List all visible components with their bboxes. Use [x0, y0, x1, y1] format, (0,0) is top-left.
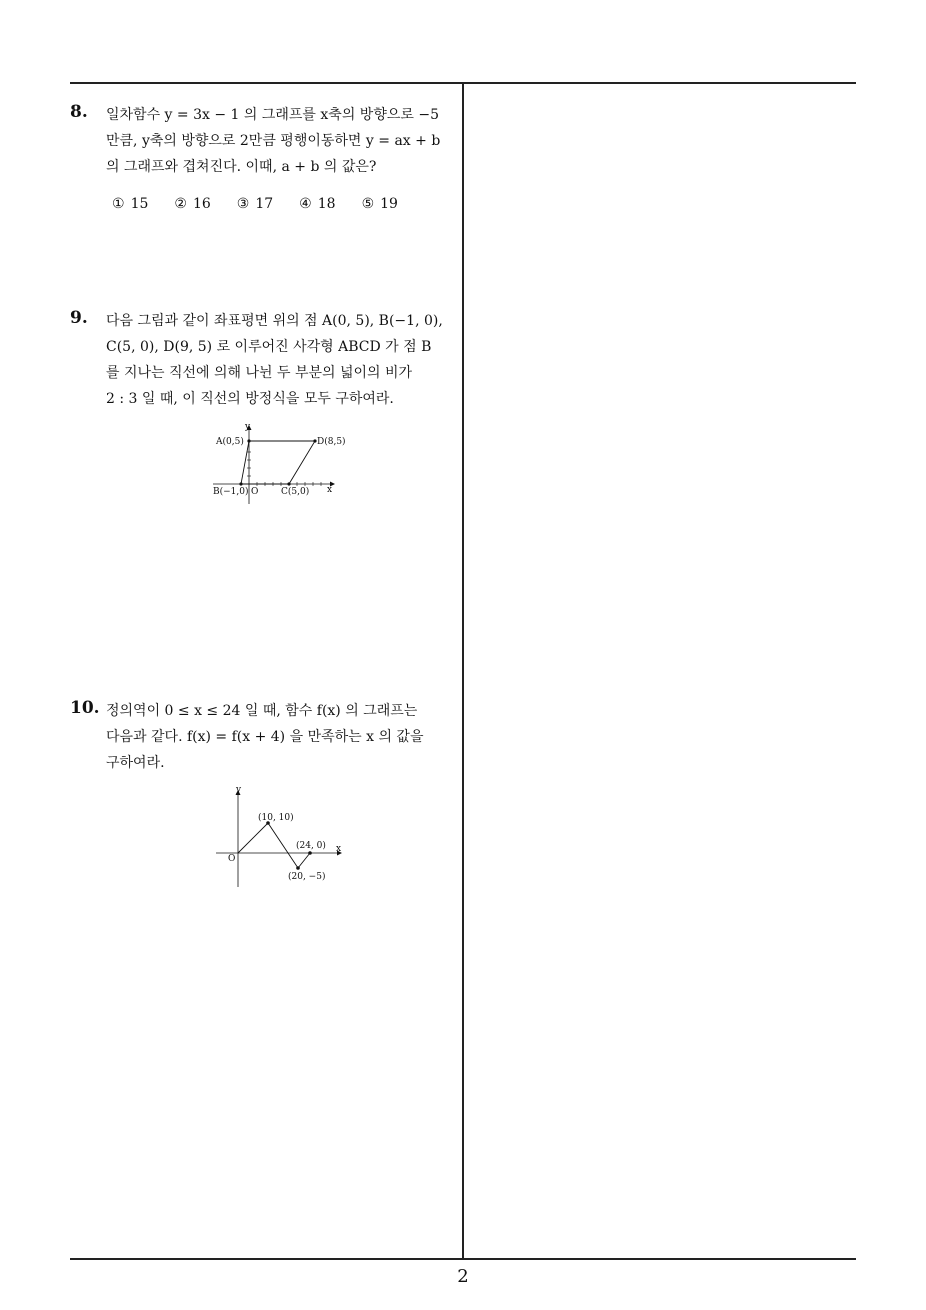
problem-number: 8. — [70, 102, 88, 122]
problem-line: 를 지나는 직선에 의해 나뉜 두 부분의 넓이의 비가 — [106, 365, 413, 381]
choice-1[interactable]: ① 15 — [112, 196, 149, 212]
bottom-rule — [70, 1258, 856, 1260]
x-axis-label: x — [327, 485, 333, 495]
quadrilateral-abcd — [241, 441, 315, 484]
label-d: D(8,5) — [317, 437, 346, 447]
problem-text — [106, 698, 455, 776]
label-trough: (20, −5) — [288, 872, 326, 882]
point-c — [287, 482, 290, 485]
label-end: (24, 0) — [296, 841, 326, 851]
quadrilateral-figure — [205, 420, 355, 509]
problem-9 — [70, 308, 455, 412]
label-peak: (10, 10) — [258, 813, 294, 823]
problem-10 — [70, 698, 455, 776]
choice-5[interactable]: ⑤ 19 — [361, 196, 398, 212]
point-end — [308, 851, 312, 855]
column-divider — [462, 82, 464, 1259]
function-graph-figure — [210, 783, 350, 895]
answer-choices — [112, 196, 455, 212]
origin-label: O — [228, 854, 236, 864]
problem-line: 의 그래프와 겹쳐진다. 이때, a + b 의 값은? — [106, 159, 377, 175]
choice-4[interactable]: ④ 18 — [299, 196, 336, 212]
choice-2[interactable]: ② 16 — [174, 196, 211, 212]
problem-line: 2 : 3 일 때, 이 직선의 방정식을 모두 구하여라. — [106, 391, 394, 407]
point-b — [239, 482, 242, 485]
y-axis-label: y — [245, 422, 251, 432]
problem-line: 다음 그림과 같이 좌표평면 위의 점 A(0, 5), B(−1, 0), — [106, 313, 443, 329]
point-a — [247, 439, 250, 442]
page-number: 2 — [457, 1266, 469, 1287]
choice-3[interactable]: ③ 17 — [236, 196, 274, 212]
problem-number: 10. — [70, 698, 100, 718]
x-axis-label: x — [336, 844, 342, 854]
problem-line: 만큼, y축의 방향으로 2만큼 평행이동하면 y = ax + b — [106, 133, 441, 149]
origin-label: O — [251, 487, 259, 497]
point-trough — [296, 866, 300, 870]
problem-line: 일차함수 y = 3x − 1 의 그래프를 x축의 방향으로 −5 — [106, 107, 439, 123]
problem-text — [106, 308, 455, 412]
label-c: C(5,0) — [281, 487, 310, 497]
problem-line: 다음과 같다. f(x) = f(x + 4) 을 만족하는 x 의 값을 — [106, 729, 424, 745]
problem-text — [106, 102, 455, 180]
label-b: B(−1,0) — [213, 487, 249, 497]
y-axis-label: y — [236, 785, 242, 795]
label-a: A(0,5) — [216, 437, 244, 447]
problem-line: 구하여라. — [106, 755, 165, 771]
problem-number: 9. — [70, 308, 88, 328]
problem-8 — [70, 102, 455, 212]
problem-line: 정의역이 0 ≤ x ≤ 24 일 때, 함수 f(x) 의 그래프는 — [106, 703, 418, 719]
problem-line: C(5, 0), D(9, 5) 로 이루어진 사각형 ABCD 가 점 B — [106, 339, 432, 355]
